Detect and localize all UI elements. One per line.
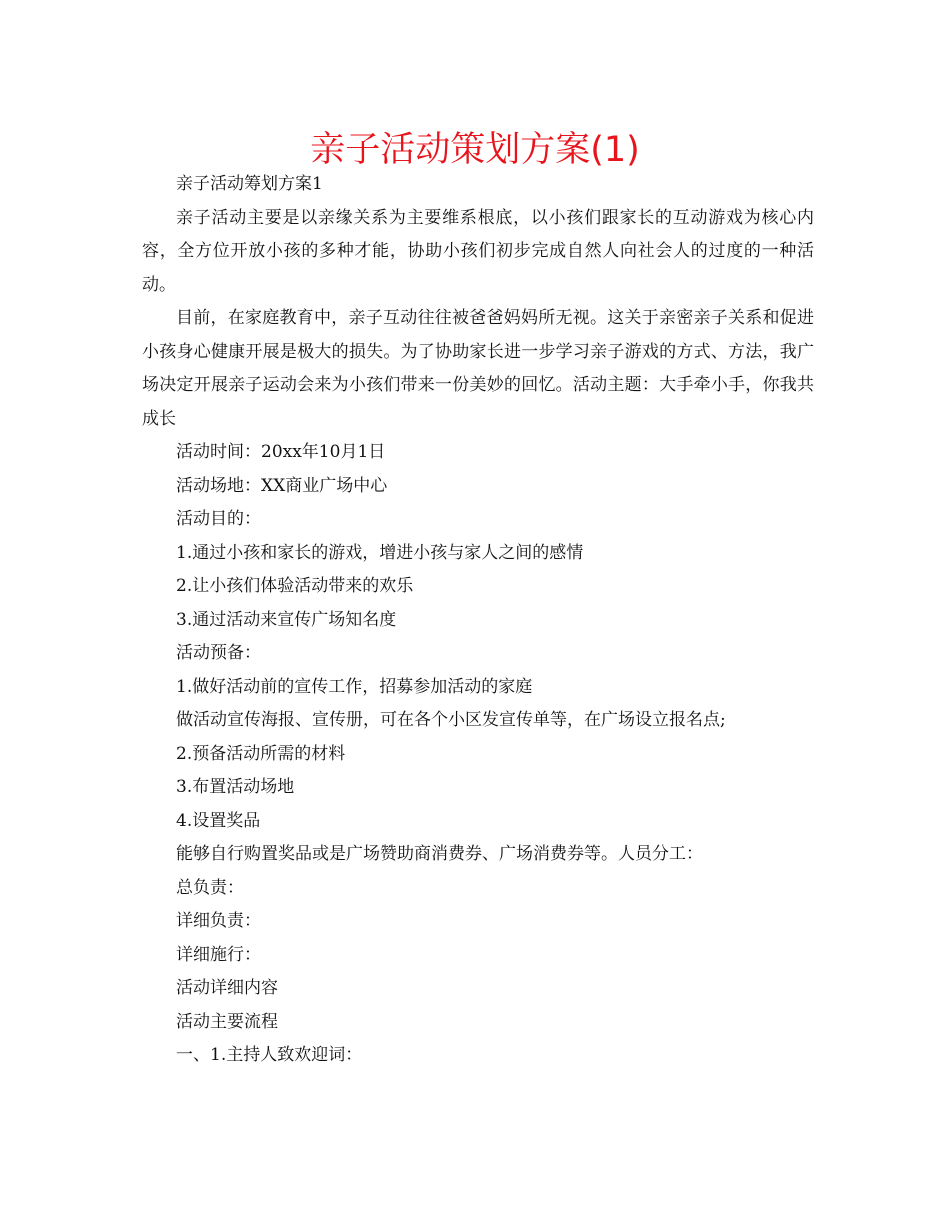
paragraph: 4.设置奖品 — [176, 810, 261, 831]
paragraph: 总负责： — [176, 877, 244, 898]
paragraph: 活动详细内容 — [176, 978, 278, 998]
document-body — [142, 168, 814, 1073]
paragraph: 详细施行： — [176, 944, 261, 965]
paragraph: 能够自行购置奖品或是广场赞助商消费券、广场消费券等。人员分工： — [176, 844, 703, 864]
paragraph: 活动预备： — [176, 643, 261, 663]
paragraph: 活动时间：20xx年10月1日 — [176, 442, 386, 462]
paragraph: 2.预备活动所需的材料 — [176, 743, 346, 764]
paragraph: 3.布置活动场地 — [176, 777, 295, 797]
paragraph: 亲子活动筹划方案1 — [176, 174, 323, 194]
paragraph: 1.通过小孩和家长的游戏，增进小孩与家人之间的感情 — [176, 542, 584, 563]
paragraph: 2.让小孩们体验活动带来的欢乐 — [176, 576, 414, 596]
paragraph: 目前，在家庭教育中，亲子互动往往被爸爸妈妈所无视。这关于亲密亲子关系和促进小孩身心健康开展是极大的损失。为了协助家长进一步学习亲子游戏的方式、方法，我广场决定开展亲子运动会来为小孩们带来一份美妙的回忆。活动主题：大手牵小手，你我共成长 — [142, 308, 814, 429]
paragraph: 详细负责： — [176, 911, 261, 931]
paragraph: 亲子活动主要是以亲缘关系为主要维系根底，以小孩们跟家长的互动游戏为核心内容，全方位开放小孩的多种才能，协助小孩们初步完成自然人向社会人的过度的一种活动。 — [142, 207, 814, 295]
paragraph: 活动主要流程 — [176, 1011, 278, 1032]
paragraph: 一、1.主持人致欢迎词： — [176, 1045, 363, 1065]
document-title: 亲子活动策划方案(1) — [310, 130, 640, 170]
paragraph: 活动场地：XX商业广场中心 — [176, 475, 388, 496]
paragraph: 做活动宣传海报、宣传册，可在各个小区发宣传单等，在广场设立报名点; — [176, 710, 726, 730]
paragraph: 1.做好活动前的宣传工作，招募参加活动的家庭 — [176, 676, 533, 697]
paragraph: 活动目的： — [176, 509, 261, 529]
paragraph: 3.通过活动来宣传广场知名度 — [176, 609, 397, 630]
